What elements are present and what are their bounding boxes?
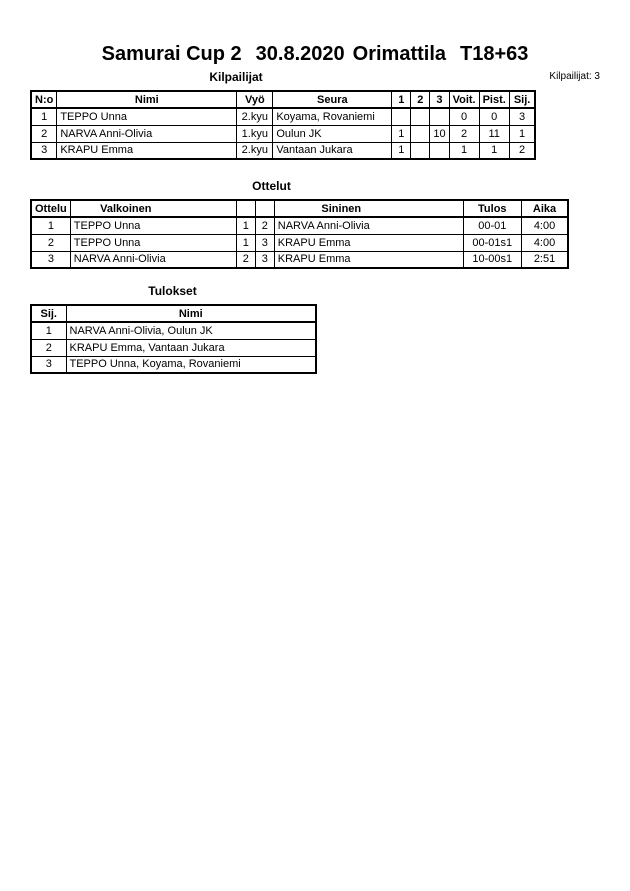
points-cell: 11 (479, 125, 509, 142)
wins-cell: 0 (449, 108, 479, 125)
results-heading: Tulokset (148, 284, 197, 298)
place-cell: 1 (31, 322, 66, 339)
name-cell: NARVA Anni-Olivia, Oulun JK (66, 322, 316, 339)
place-cell: 1 (509, 125, 535, 142)
blue-no-cell: 2 (255, 217, 274, 234)
match-row (31, 217, 568, 234)
round-2-cell (411, 125, 430, 142)
competitors-table (30, 90, 536, 160)
result-row (31, 339, 316, 356)
col-header-belt: Vyö (237, 91, 273, 108)
round-1-cell (392, 108, 411, 125)
competitor-row (31, 142, 535, 159)
col-header-name: Nimi (57, 91, 237, 108)
name-cell: KRAPU Emma, Vantaan Jukara (66, 339, 316, 356)
blue-name-cell: KRAPU Emma (274, 251, 463, 268)
col-header-place: Sij. (31, 305, 66, 322)
page-title (0, 42, 630, 66)
name-cell: NARVA Anni-Olivia (57, 125, 237, 142)
result-cell: 00-01s1 (463, 234, 521, 251)
col-header-round2: 2 (411, 91, 430, 108)
no-cell: 2 (31, 125, 57, 142)
col-header-round3: 3 (430, 91, 449, 108)
competitor-row (31, 108, 535, 125)
results-table (30, 304, 317, 374)
result-row (31, 356, 316, 373)
page-content (0, 70, 630, 374)
competitors-count-label: Kilpailijat: 3 (549, 71, 600, 82)
round-2-cell (411, 108, 430, 125)
title-date: 30.8.2020 (255, 43, 345, 65)
place-cell: 3 (509, 108, 535, 125)
matches-table (30, 199, 569, 269)
result-cell: 00-01 (463, 217, 521, 234)
col-header-time: Aika (521, 200, 568, 217)
round-3-cell (430, 108, 449, 125)
col-header-name: Nimi (66, 305, 316, 322)
belt-cell: 2.kyu (237, 142, 273, 159)
name-cell: TEPPO Unna, Koyama, Rovaniemi (66, 356, 316, 373)
time-cell: 4:00 (521, 234, 568, 251)
col-header-white-no (236, 200, 255, 217)
time-cell: 2:51 (521, 251, 568, 268)
col-header-result: Tulos (463, 200, 521, 217)
title-location: Orimattila (352, 43, 446, 65)
col-header-match: Ottelu (31, 200, 70, 217)
title-event: Samurai Cup 2 (101, 43, 242, 65)
match-no-cell: 1 (31, 217, 70, 234)
wins-cell: 2 (449, 125, 479, 142)
competitor-row (31, 125, 535, 142)
club-cell: Vantaan Jukara (273, 142, 392, 159)
place-cell: 2 (31, 339, 66, 356)
white-no-cell: 1 (236, 217, 255, 234)
col-header-no: N:o (31, 91, 57, 108)
col-header-blue-no (255, 200, 274, 217)
match-row (31, 234, 568, 251)
match-no-cell: 3 (31, 251, 70, 268)
club-cell: Koyama, Rovaniemi (273, 108, 392, 125)
round-1-cell: 1 (392, 142, 411, 159)
blue-name-cell: KRAPU Emma (274, 234, 463, 251)
place-cell: 3 (31, 356, 66, 373)
name-cell: TEPPO Unna (57, 108, 237, 125)
white-no-cell: 1 (236, 234, 255, 251)
place-cell: 2 (509, 142, 535, 159)
points-cell: 1 (479, 142, 509, 159)
time-cell: 4:00 (521, 217, 568, 234)
col-header-points: Pist. (479, 91, 509, 108)
round-2-cell (411, 142, 430, 159)
white-name-cell: TEPPO Unna (70, 217, 236, 234)
belt-cell: 1.kyu (237, 125, 273, 142)
competitors-heading: Kilpailijat (209, 70, 263, 84)
col-header-round1: 1 (392, 91, 411, 108)
round-1-cell: 1 (392, 125, 411, 142)
result-row (31, 322, 316, 339)
round-3-cell (430, 142, 449, 159)
match-no-cell: 2 (31, 234, 70, 251)
blue-name-cell: NARVA Anni-Olivia (274, 217, 463, 234)
col-header-white: Valkoinen (70, 200, 236, 217)
col-header-blue: Sininen (274, 200, 463, 217)
points-cell: 0 (479, 108, 509, 125)
matches-heading: Ottelut (252, 179, 291, 193)
belt-cell: 2.kyu (237, 108, 273, 125)
wins-cell: 1 (449, 142, 479, 159)
col-header-club: Seura (273, 91, 392, 108)
match-row (31, 251, 568, 268)
matches-header-row (31, 200, 568, 217)
round-3-cell: 10 (430, 125, 449, 142)
competitors-header-row (31, 91, 535, 108)
title-category: T18+63 (460, 43, 529, 65)
no-cell: 1 (31, 108, 57, 125)
name-cell: KRAPU Emma (57, 142, 237, 159)
blue-no-cell: 3 (255, 234, 274, 251)
col-header-place: Sij. (509, 91, 535, 108)
white-no-cell: 2 (236, 251, 255, 268)
blue-no-cell: 3 (255, 251, 274, 268)
results-header-row (31, 305, 316, 322)
white-name-cell: NARVA Anni-Olivia (70, 251, 236, 268)
result-cell: 10-00s1 (463, 251, 521, 268)
col-header-wins: Voit. (449, 91, 479, 108)
white-name-cell: TEPPO Unna (70, 234, 236, 251)
competitors-heading-row (30, 70, 630, 84)
no-cell: 3 (31, 142, 57, 159)
club-cell: Oulun JK (273, 125, 392, 142)
